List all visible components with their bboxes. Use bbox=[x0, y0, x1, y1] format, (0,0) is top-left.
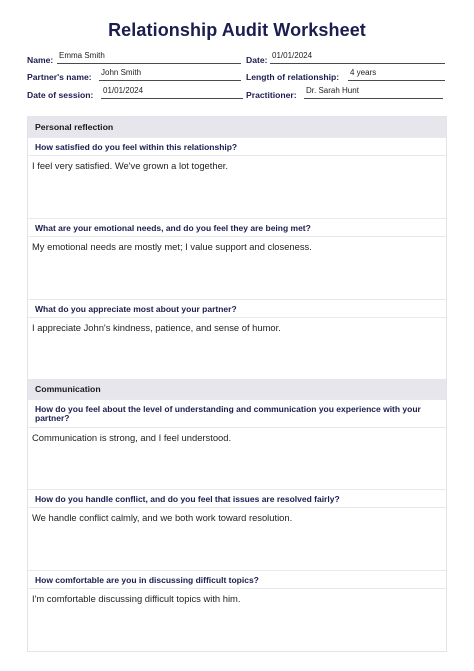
answer-text: I feel very satisfied. We've grown a lot together. bbox=[32, 160, 228, 171]
question-block bbox=[28, 489, 446, 571]
practitioner-value[interactable]: Dr. Sarah Hunt bbox=[304, 86, 443, 99]
name-field bbox=[27, 51, 242, 69]
question-text: What do you appreciate most about your partner? bbox=[35, 304, 237, 314]
question-block bbox=[28, 399, 446, 490]
question-text: How do you handle conflict, and do you feel that issues are resolved fairly? bbox=[35, 494, 340, 504]
answer-field[interactable] bbox=[28, 507, 446, 571]
name-label: Name: bbox=[27, 55, 54, 65]
worksheet-form bbox=[27, 116, 447, 652]
answer-field[interactable] bbox=[28, 588, 446, 652]
answer-text: Communication is strong, and I feel understood. bbox=[32, 432, 232, 443]
question-block bbox=[28, 137, 446, 219]
question-block bbox=[28, 299, 446, 380]
answer-text: I'm comfortable discussing difficult topics with him. bbox=[32, 593, 241, 604]
answer-field[interactable] bbox=[28, 155, 446, 219]
answer-text: My emotional needs are mostly met; I value support and closeness. bbox=[32, 241, 312, 252]
date-field bbox=[246, 51, 446, 69]
session-date-field bbox=[27, 86, 245, 104]
practitioner-label: Practitioner: bbox=[246, 90, 297, 100]
question-text: How satisfied do you feel within this relationship? bbox=[35, 142, 238, 152]
section-header-communication bbox=[28, 379, 446, 399]
answer-field[interactable] bbox=[28, 236, 446, 300]
answer-field[interactable] bbox=[28, 427, 446, 490]
page-title: Relationship Audit Worksheet bbox=[108, 20, 366, 40]
name-value[interactable]: Emma Smith bbox=[57, 51, 241, 64]
length-field bbox=[246, 68, 446, 86]
question-text: How comfortable are you in discussing difficult topics? bbox=[35, 575, 259, 585]
session-date-label: Date of session: bbox=[27, 90, 94, 100]
date-value[interactable]: 01/01/2024 bbox=[270, 51, 445, 64]
section-title: Communication bbox=[35, 384, 101, 394]
question-text: What are your emotional needs, and do you feel they are being met? bbox=[35, 223, 311, 233]
date-label: Date: bbox=[246, 55, 268, 65]
practitioner-field bbox=[246, 86, 446, 104]
question-block bbox=[28, 218, 446, 300]
partner-label: Partner's name: bbox=[27, 72, 92, 82]
answer-text: We handle conflict calmly, and we both work toward resolution. bbox=[32, 512, 293, 523]
length-label: Length of relationship: bbox=[246, 72, 340, 82]
session-date-value[interactable]: 01/01/2024 bbox=[101, 86, 243, 99]
length-value[interactable]: 4 years bbox=[348, 68, 445, 81]
partner-value[interactable]: John Smith bbox=[99, 68, 241, 81]
answer-text: I appreciate John's kindness, patience, and sense of humor. bbox=[32, 322, 281, 333]
answer-field[interactable] bbox=[28, 317, 446, 380]
question-block bbox=[28, 570, 446, 652]
question-text: How do you feel about the level of understanding and communication you experience with your partner? bbox=[35, 404, 421, 423]
partner-field bbox=[27, 68, 242, 86]
section-title: Personal reflection bbox=[35, 122, 114, 132]
section-header-personal-reflection bbox=[28, 117, 446, 137]
